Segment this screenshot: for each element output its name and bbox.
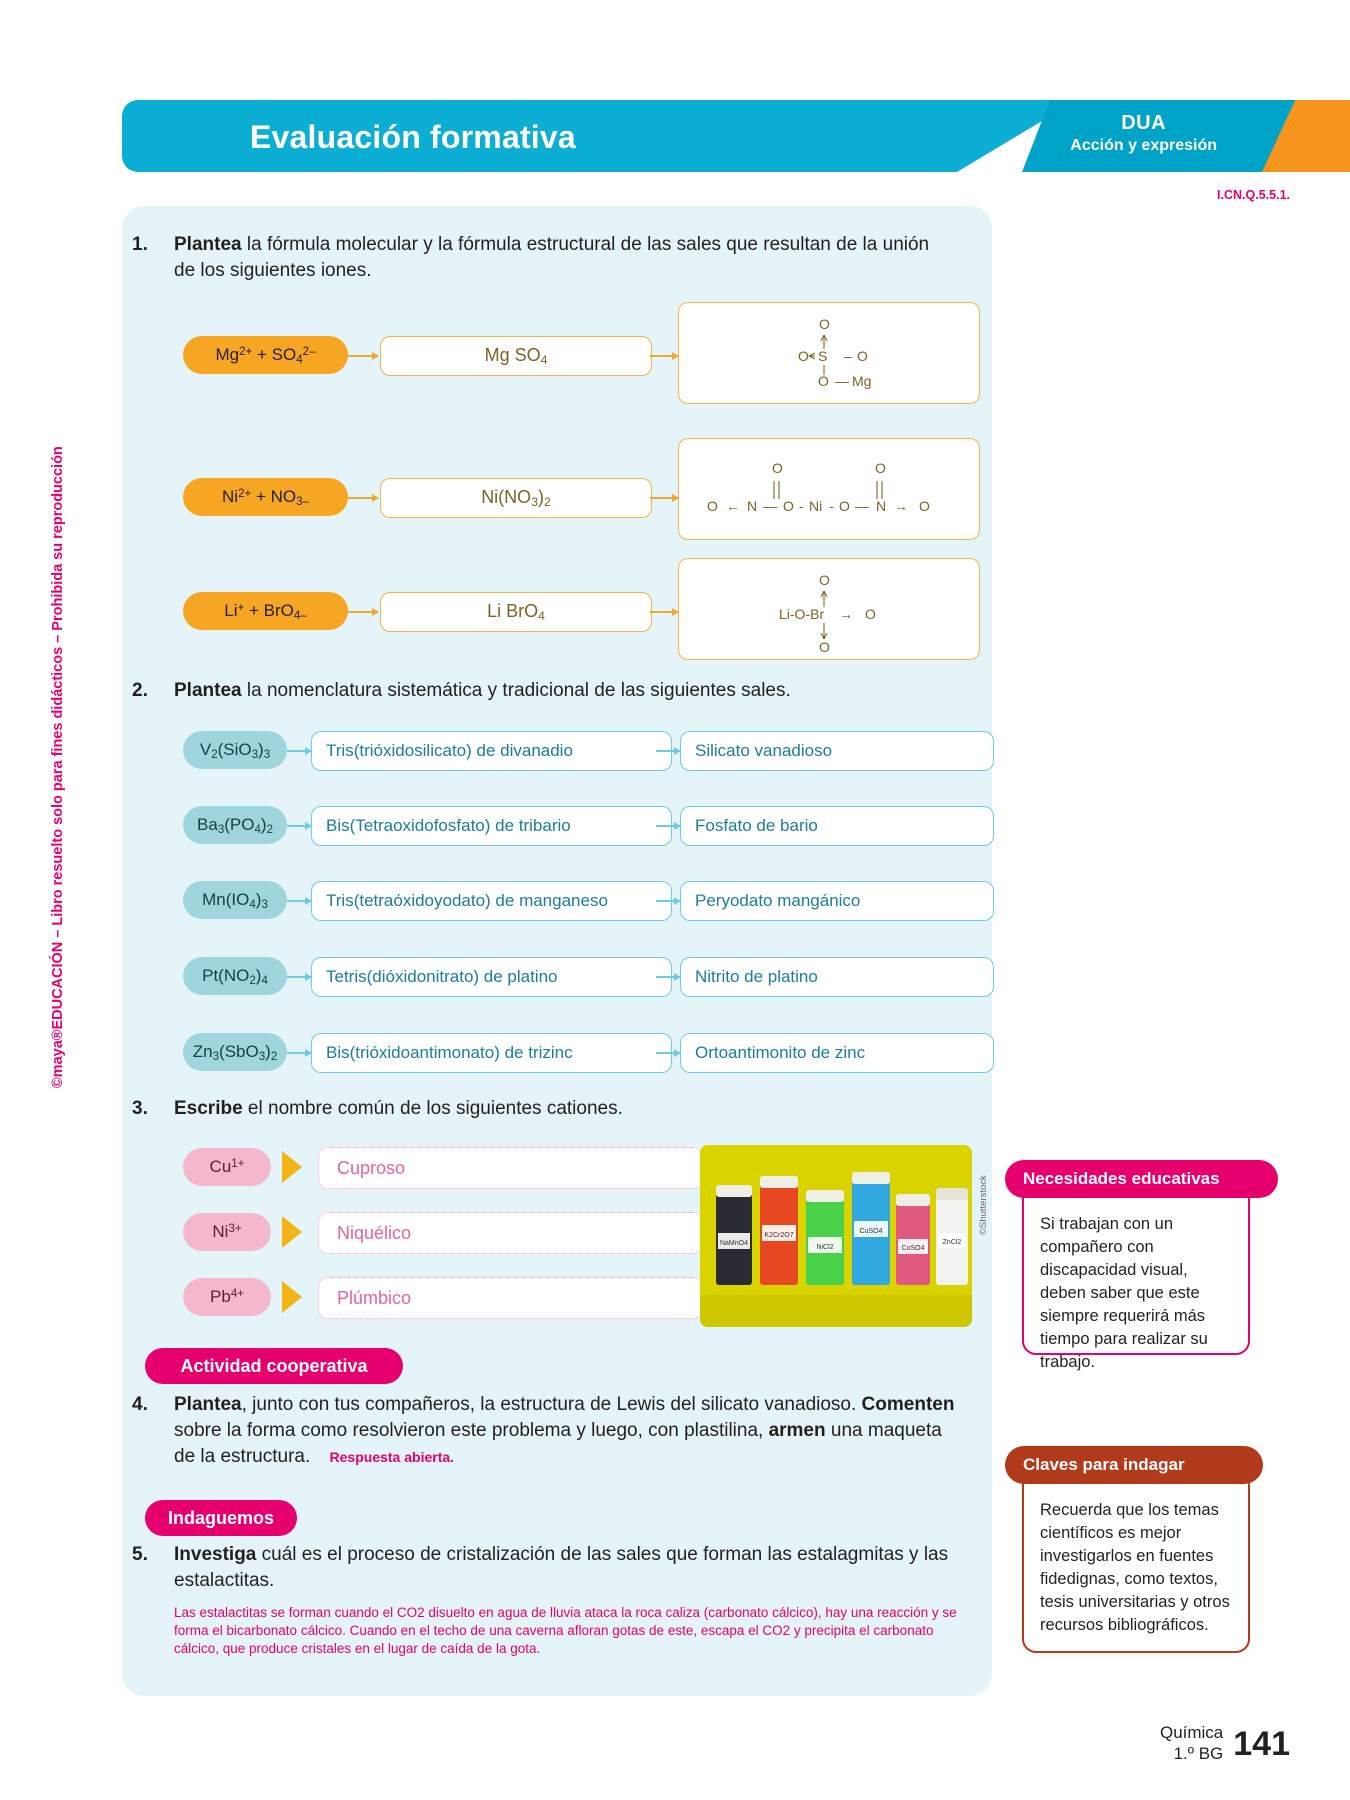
exercise-4-keyword-2: Comenten — [861, 1394, 955, 1415]
page-footer — [1160, 1722, 1290, 1764]
cation-name-3[interactable]: Plúmbico — [318, 1277, 703, 1319]
salt-formula-2-label: $Ba_3(PO_4)_2$ — [197, 814, 273, 836]
traditional-name-2[interactable]: Fosfato de bario — [680, 806, 994, 846]
exercise-1-keyword: Plantea — [174, 234, 242, 255]
connector-1b — [650, 355, 678, 357]
exercise-5-answer: Las estalactitas se forman cuando el CO2 disuelto en agua de lluvia ataca la roca caliza (carbonato cálcico), hay una reacción y se forma el bicarbonato cálcico. Cuando en el techo de una caverna afloran gotas de este, escapa el CO2 y precipita el carbonato cálcico, que produce cristales en el lugar de caída de la gota. — [174, 1605, 957, 1656]
svg-text:–: – — [844, 348, 852, 364]
svg-text:O: O — [798, 348, 809, 364]
svg-text:-: - — [829, 498, 834, 514]
formula-box-2[interactable] — [380, 478, 652, 518]
keys-box-body — [1022, 1471, 1250, 1653]
svg-text:S: S — [818, 348, 828, 364]
salt-formula-2 — [183, 806, 287, 844]
traditional-name-3[interactable]: Peryodato mangánico — [680, 881, 994, 921]
needs-box-body — [1022, 1185, 1250, 1371]
formula-box-3-label: Li BrO$_4$ — [487, 600, 545, 624]
connector-s1b — [656, 750, 680, 752]
svg-text:CoSO4: CoSO4 — [901, 1245, 925, 1252]
ion-pill-3 — [183, 592, 348, 630]
connector-1a — [348, 355, 378, 357]
keys-box-title: Claves para indagar — [1005, 1446, 1263, 1484]
lewis-structure-2 — [679, 439, 979, 539]
svg-text:→: → — [839, 606, 853, 622]
dua-badge — [1070, 112, 1217, 155]
cation-pill-1 — [183, 1148, 271, 1186]
arrow-triangle-1 — [282, 1151, 302, 1183]
svg-text:N: N — [876, 498, 887, 514]
systematic-name-1[interactable]: Tris(trióxidosilicato) de divanadio — [311, 731, 672, 771]
page-number: 141 — [1233, 1725, 1290, 1763]
arrow-triangle-3 — [282, 1281, 302, 1313]
svg-text:←: ← — [726, 498, 740, 514]
svg-text:—: — — [855, 498, 869, 514]
cation-pill-1-label: $Cu^{1+}$ — [209, 1157, 245, 1176]
svg-text:CuSO4: CuSO4 — [859, 1228, 883, 1235]
salt-formula-3 — [183, 881, 287, 919]
salt-bottles-illustration — [700, 1145, 972, 1327]
svg-text:O: O — [839, 498, 850, 514]
exercise-1-text: la fórmula molecular y la fórmula estructural de las sales que resultan de la unión de los siguientes iones. — [174, 234, 930, 281]
copyright-text: ©maya®EDUCACIÓN – Libro resuelto solo para fines didácticos – Prohibida su reproducción — [50, 446, 66, 1088]
salt-formula-4 — [183, 957, 287, 995]
connector-3b — [650, 611, 678, 613]
svg-text:O: O — [819, 572, 830, 588]
lewis-box-3[interactable] — [678, 558, 980, 660]
svg-text:O: O — [819, 639, 830, 655]
exercise-4-text-3: una maqueta de la estructura. — [174, 1420, 942, 1467]
exercise-2-text: la nomenclatura sistemática y tradicional de las siguientes sales. — [241, 680, 791, 701]
svg-text:NaMnO4: NaMnO4 — [719, 1240, 749, 1247]
connector-s5a — [287, 1052, 311, 1054]
svg-text:Li-O-Br: Li-O-Br — [779, 606, 825, 622]
salt-formula-3-label: $Mn(IO_4)_3$ — [202, 889, 268, 911]
cation-name-1[interactable]: Cuproso — [318, 1147, 703, 1189]
connector-s3a — [287, 900, 311, 902]
traditional-name-5[interactable]: Ortoantimonito de zinc — [680, 1033, 994, 1073]
cation-pill-2-label: $Ni^{3+}$ — [212, 1222, 242, 1241]
exercise-3-keyword: Escribe — [174, 1098, 243, 1119]
svg-text:O: O — [818, 373, 829, 389]
connector-s4a — [287, 976, 311, 978]
dua-title: DUA — [1121, 112, 1167, 134]
svg-text:O: O — [919, 498, 930, 514]
salt-formula-5 — [183, 1033, 287, 1071]
needs-box-text: Si trabajan con un compañero con discapacidad visual, deben saber que este siempre requerirá más tiempo para realizar su trabajo. — [1040, 1215, 1208, 1371]
svg-text:K2Cr2O7: K2Cr2O7 — [764, 1232, 794, 1239]
exercise-5-keyword: Investiga — [174, 1544, 257, 1565]
page-header — [122, 100, 1277, 172]
formula-box-3[interactable] — [380, 592, 652, 632]
salt-formula-1-label: $V_2(SiO_3)_3$ — [199, 739, 271, 761]
keys-box-text: Recuerda que los temas científicos es mejor investigarlos en fuentes fidedignas, como textos, tesis universitarias y otros recursos bibliográficos. — [1040, 1501, 1230, 1634]
dua-subtitle: Acción y expresión — [1070, 137, 1217, 154]
systematic-name-2[interactable]: Bis(Tetraoxidofosfato) de tribario — [311, 806, 672, 846]
systematic-name-3[interactable]: Tris(tetraóxidoyodato) de manganeso — [311, 881, 672, 921]
svg-text:O: O — [772, 460, 783, 476]
footer-level: 1.º BG — [1173, 1744, 1224, 1763]
footer-subject: Química — [1159, 1723, 1224, 1742]
lewis-structure-3 — [679, 559, 979, 659]
exercise-4-number: 4. — [132, 1394, 148, 1415]
salt-bottles-photo — [700, 1145, 972, 1327]
connector-s4b — [656, 976, 680, 978]
copyright-vertical — [50, 446, 66, 1088]
connector-2b — [650, 497, 678, 499]
svg-text:NiCl2: NiCl2 — [816, 1244, 834, 1251]
ion-pill-1 — [183, 336, 348, 374]
exercise-4-keyword-3: armen — [768, 1420, 826, 1441]
exercise-4-answer: Respuesta abierta. — [329, 1449, 455, 1465]
exercise-4-text-2: sobre la forma como resolvieron este problema y luego, con plastilina, — [174, 1420, 764, 1441]
lewis-box-2[interactable] — [678, 438, 980, 540]
formula-box-2-label: $Ni(NO_3)_2$ — [481, 486, 551, 510]
formula-box-1-label: Mg $SO_4$ — [484, 344, 548, 368]
exercise-3-statement — [132, 1096, 952, 1122]
lewis-structure-1 — [679, 303, 979, 403]
cation-name-2[interactable]: Niquélico — [318, 1212, 703, 1254]
svg-text:O: O — [865, 606, 876, 622]
salt-formula-1 — [183, 731, 287, 769]
svg-text:Mg: Mg — [852, 373, 872, 389]
svg-text:—: — — [835, 373, 849, 389]
svg-text:O: O — [783, 498, 794, 514]
traditional-name-1[interactable]: Silicato vanadioso — [680, 731, 994, 771]
svg-text:O: O — [857, 348, 868, 364]
formula-box-1[interactable] — [380, 336, 652, 376]
exercise-4-text-1: , junto con tus compañeros, la estructura de Lewis del silicato vanadioso. — [241, 1394, 857, 1415]
exercise-4-statement — [132, 1392, 962, 1470]
connector-s2b — [656, 825, 680, 827]
exercise-5-statement — [132, 1542, 967, 1594]
standard-code: I.CN.Q.5.5.1. — [1217, 188, 1290, 202]
svg-text:→: → — [894, 498, 908, 514]
ion-pill-2 — [183, 478, 348, 516]
svg-text:N: N — [747, 498, 758, 514]
svg-text:Ni: Ni — [809, 498, 823, 514]
cation-pill-2 — [183, 1213, 271, 1251]
needs-box-title: Necesidades educativas — [1005, 1160, 1278, 1198]
connector-2a — [348, 497, 378, 499]
arrow-triangle-2 — [282, 1216, 302, 1248]
cation-pill-3 — [183, 1278, 271, 1316]
svg-text:O: O — [707, 498, 718, 514]
exercise-2-statement — [132, 678, 952, 704]
ion-pill-2-label: $Ni^{2+} + NO_{3-}$ — [222, 486, 309, 508]
traditional-name-4[interactable]: Nitrito de platino — [680, 957, 994, 997]
cation-pill-3-label: $Pb^{4+}$ — [210, 1287, 244, 1306]
exercise-5-number: 5. — [132, 1544, 148, 1565]
exercise-3-text: el nombre común de los siguientes cationes. — [242, 1098, 623, 1119]
ion-pill-3-label: Li+ + BrO$_{4-}$ — [224, 600, 307, 622]
exercise-2-keyword: Plantea — [174, 680, 242, 701]
svg-text:-: - — [799, 498, 804, 514]
systematic-name-5[interactable]: Bis(trióxidoantimonato) de trizinc — [311, 1033, 672, 1073]
svg-text:O: O — [819, 316, 830, 332]
salt-formula-5-label: $Zn_3(SbO_3)_2$ — [192, 1041, 278, 1063]
exercise-1-statement — [132, 232, 952, 284]
footer-subject-block — [1160, 1722, 1223, 1764]
svg-text:O: O — [875, 460, 886, 476]
connector-s3b — [656, 900, 680, 902]
exercise-3-number: 3. — [132, 1098, 148, 1119]
lewis-box-1[interactable] — [678, 302, 980, 404]
exercise-4-keyword-1: Plantea — [174, 1394, 242, 1415]
connector-s2a — [287, 825, 311, 827]
tag-inquiry: Indaguemos — [145, 1500, 297, 1536]
exercise-5-text: cuál es el proceso de cristalización de las sales que forman las estalagmitas y las estalactitas. — [174, 1544, 949, 1591]
tag-cooperative-activity: Actividad cooperativa — [145, 1348, 403, 1384]
page-title: Evaluación formativa — [250, 119, 576, 155]
content-panel — [122, 206, 992, 1696]
connector-s1a — [287, 750, 311, 752]
exercise-2-number: 2. — [132, 680, 148, 701]
salt-formula-4-label: $Pt(NO_2)_4$ — [202, 965, 268, 987]
ion-pill-1-label: $Mg^{2+} + SO_4^{2-}$ — [215, 344, 316, 366]
connector-s5b — [656, 1052, 680, 1054]
svg-text:ZnCl2: ZnCl2 — [942, 1239, 962, 1246]
exercise-1-number: 1. — [132, 234, 148, 255]
photo-credit: ©Shutterstock — [978, 1175, 989, 1235]
systematic-name-4[interactable]: Tetris(dióxidonitrato) de platino — [311, 957, 672, 997]
connector-3a — [348, 611, 378, 613]
svg-text:—: — — [763, 498, 777, 514]
